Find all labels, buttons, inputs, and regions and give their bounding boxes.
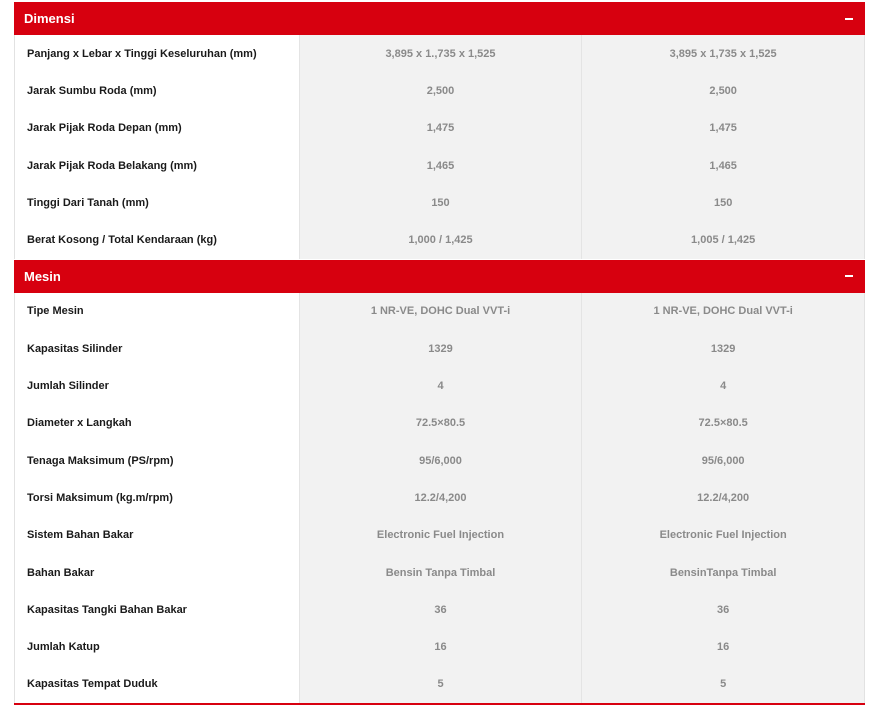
- table-row: [15, 666, 864, 703]
- row-value-2: 2,500: [581, 72, 864, 109]
- row-label: Jumlah Silinder: [15, 367, 299, 404]
- table-row: [15, 72, 864, 109]
- row-label: Panjang x Lebar x Tinggi Keseluruhan (mm): [15, 35, 299, 72]
- table-row: [15, 405, 864, 442]
- row-label: Jarak Pijak Roda Belakang (mm): [15, 147, 299, 184]
- row-value-2: 4: [581, 367, 864, 404]
- section-title: Mesin: [24, 268, 61, 284]
- table-row: [15, 147, 864, 184]
- row-value-1: 2,500: [299, 72, 582, 109]
- table-row: [15, 293, 864, 330]
- row-value-2: 1329: [581, 330, 864, 367]
- row-value-2: 95/6,000: [581, 442, 864, 479]
- row-value-2: 1,465: [581, 147, 864, 184]
- row-label: Tinggi Dari Tanah (mm): [15, 184, 299, 221]
- section-body-dimensi: [14, 35, 865, 259]
- table-row: [15, 110, 864, 147]
- section-title: Dimensi: [24, 11, 75, 26]
- row-value-1: 36: [299, 591, 582, 628]
- row-label: Jumlah Katup: [15, 628, 299, 665]
- row-value-2: 1,475: [581, 110, 864, 147]
- row-label: Bahan Bakar: [15, 554, 299, 591]
- row-label: Kapasitas Tempat Duduk: [15, 666, 299, 703]
- spec-table: [14, 2, 865, 705]
- row-value-2: 72.5×80.5: [581, 405, 864, 442]
- row-label: Diameter x Langkah: [15, 405, 299, 442]
- section-body-mesin: [14, 293, 865, 703]
- table-row: [15, 517, 864, 554]
- row-value-2: 3,895 x 1,735 x 1,525: [581, 35, 864, 72]
- row-label: Tenaga Maksimum (PS/rpm): [15, 442, 299, 479]
- row-label: Jarak Pijak Roda Depan (mm): [15, 110, 299, 147]
- bottom-divider: [14, 703, 865, 705]
- row-value-2: Electronic Fuel Injection: [581, 517, 864, 554]
- row-label: Torsi Maksimum (kg.m/rpm): [15, 479, 299, 516]
- row-label: Kapasitas Tangki Bahan Bakar: [15, 591, 299, 628]
- row-value-1: 1329: [299, 330, 582, 367]
- row-value-2: 16: [581, 628, 864, 665]
- section-header-dimensi[interactable]: [14, 2, 865, 35]
- collapse-icon[interactable]: [845, 275, 853, 277]
- row-value-1: 16: [299, 628, 582, 665]
- row-value-1: 12.2/4,200: [299, 479, 582, 516]
- row-value-1: 95/6,000: [299, 442, 582, 479]
- row-value-2: 5: [581, 666, 864, 703]
- row-value-1: 1,465: [299, 147, 582, 184]
- row-value-1: 150: [299, 184, 582, 221]
- row-value-1: 5: [299, 666, 582, 703]
- collapse-icon[interactable]: [845, 18, 853, 20]
- table-row: [15, 35, 864, 72]
- row-value-2: 150: [581, 184, 864, 221]
- table-row: [15, 479, 864, 516]
- row-label: Jarak Sumbu Roda (mm): [15, 72, 299, 109]
- row-value-1: Electronic Fuel Injection: [299, 517, 582, 554]
- table-row: [15, 591, 864, 628]
- row-label: Tipe Mesin: [15, 293, 299, 330]
- row-value-1: 1,475: [299, 110, 582, 147]
- row-value-1: 1,000 / 1,425: [299, 221, 582, 258]
- row-value-2: BensinTanpa Timbal: [581, 554, 864, 591]
- table-row: [15, 221, 864, 258]
- row-value-1: 4: [299, 367, 582, 404]
- table-row: [15, 184, 864, 221]
- table-row: [15, 330, 864, 367]
- row-value-2: 12.2/4,200: [581, 479, 864, 516]
- row-label: Kapasitas Silinder: [15, 330, 299, 367]
- table-row: [15, 442, 864, 479]
- section-header-mesin[interactable]: [14, 260, 865, 293]
- row-value-2: 1,005 / 1,425: [581, 221, 864, 258]
- row-value-1: 3,895 x 1.,735 x 1,525: [299, 35, 582, 72]
- row-label: Sistem Bahan Bakar: [15, 517, 299, 554]
- row-value-2: 36: [581, 591, 864, 628]
- row-value-2: 1 NR-VE, DOHC Dual VVT-i: [581, 293, 864, 330]
- row-label: Berat Kosong / Total Kendaraan (kg): [15, 221, 299, 258]
- table-row: [15, 628, 864, 665]
- table-row: [15, 554, 864, 591]
- row-value-1: 72.5×80.5: [299, 405, 582, 442]
- table-row: [15, 367, 864, 404]
- row-value-1: 1 NR-VE, DOHC Dual VVT-i: [299, 293, 582, 330]
- row-value-1: Bensin Tanpa Timbal: [299, 554, 582, 591]
